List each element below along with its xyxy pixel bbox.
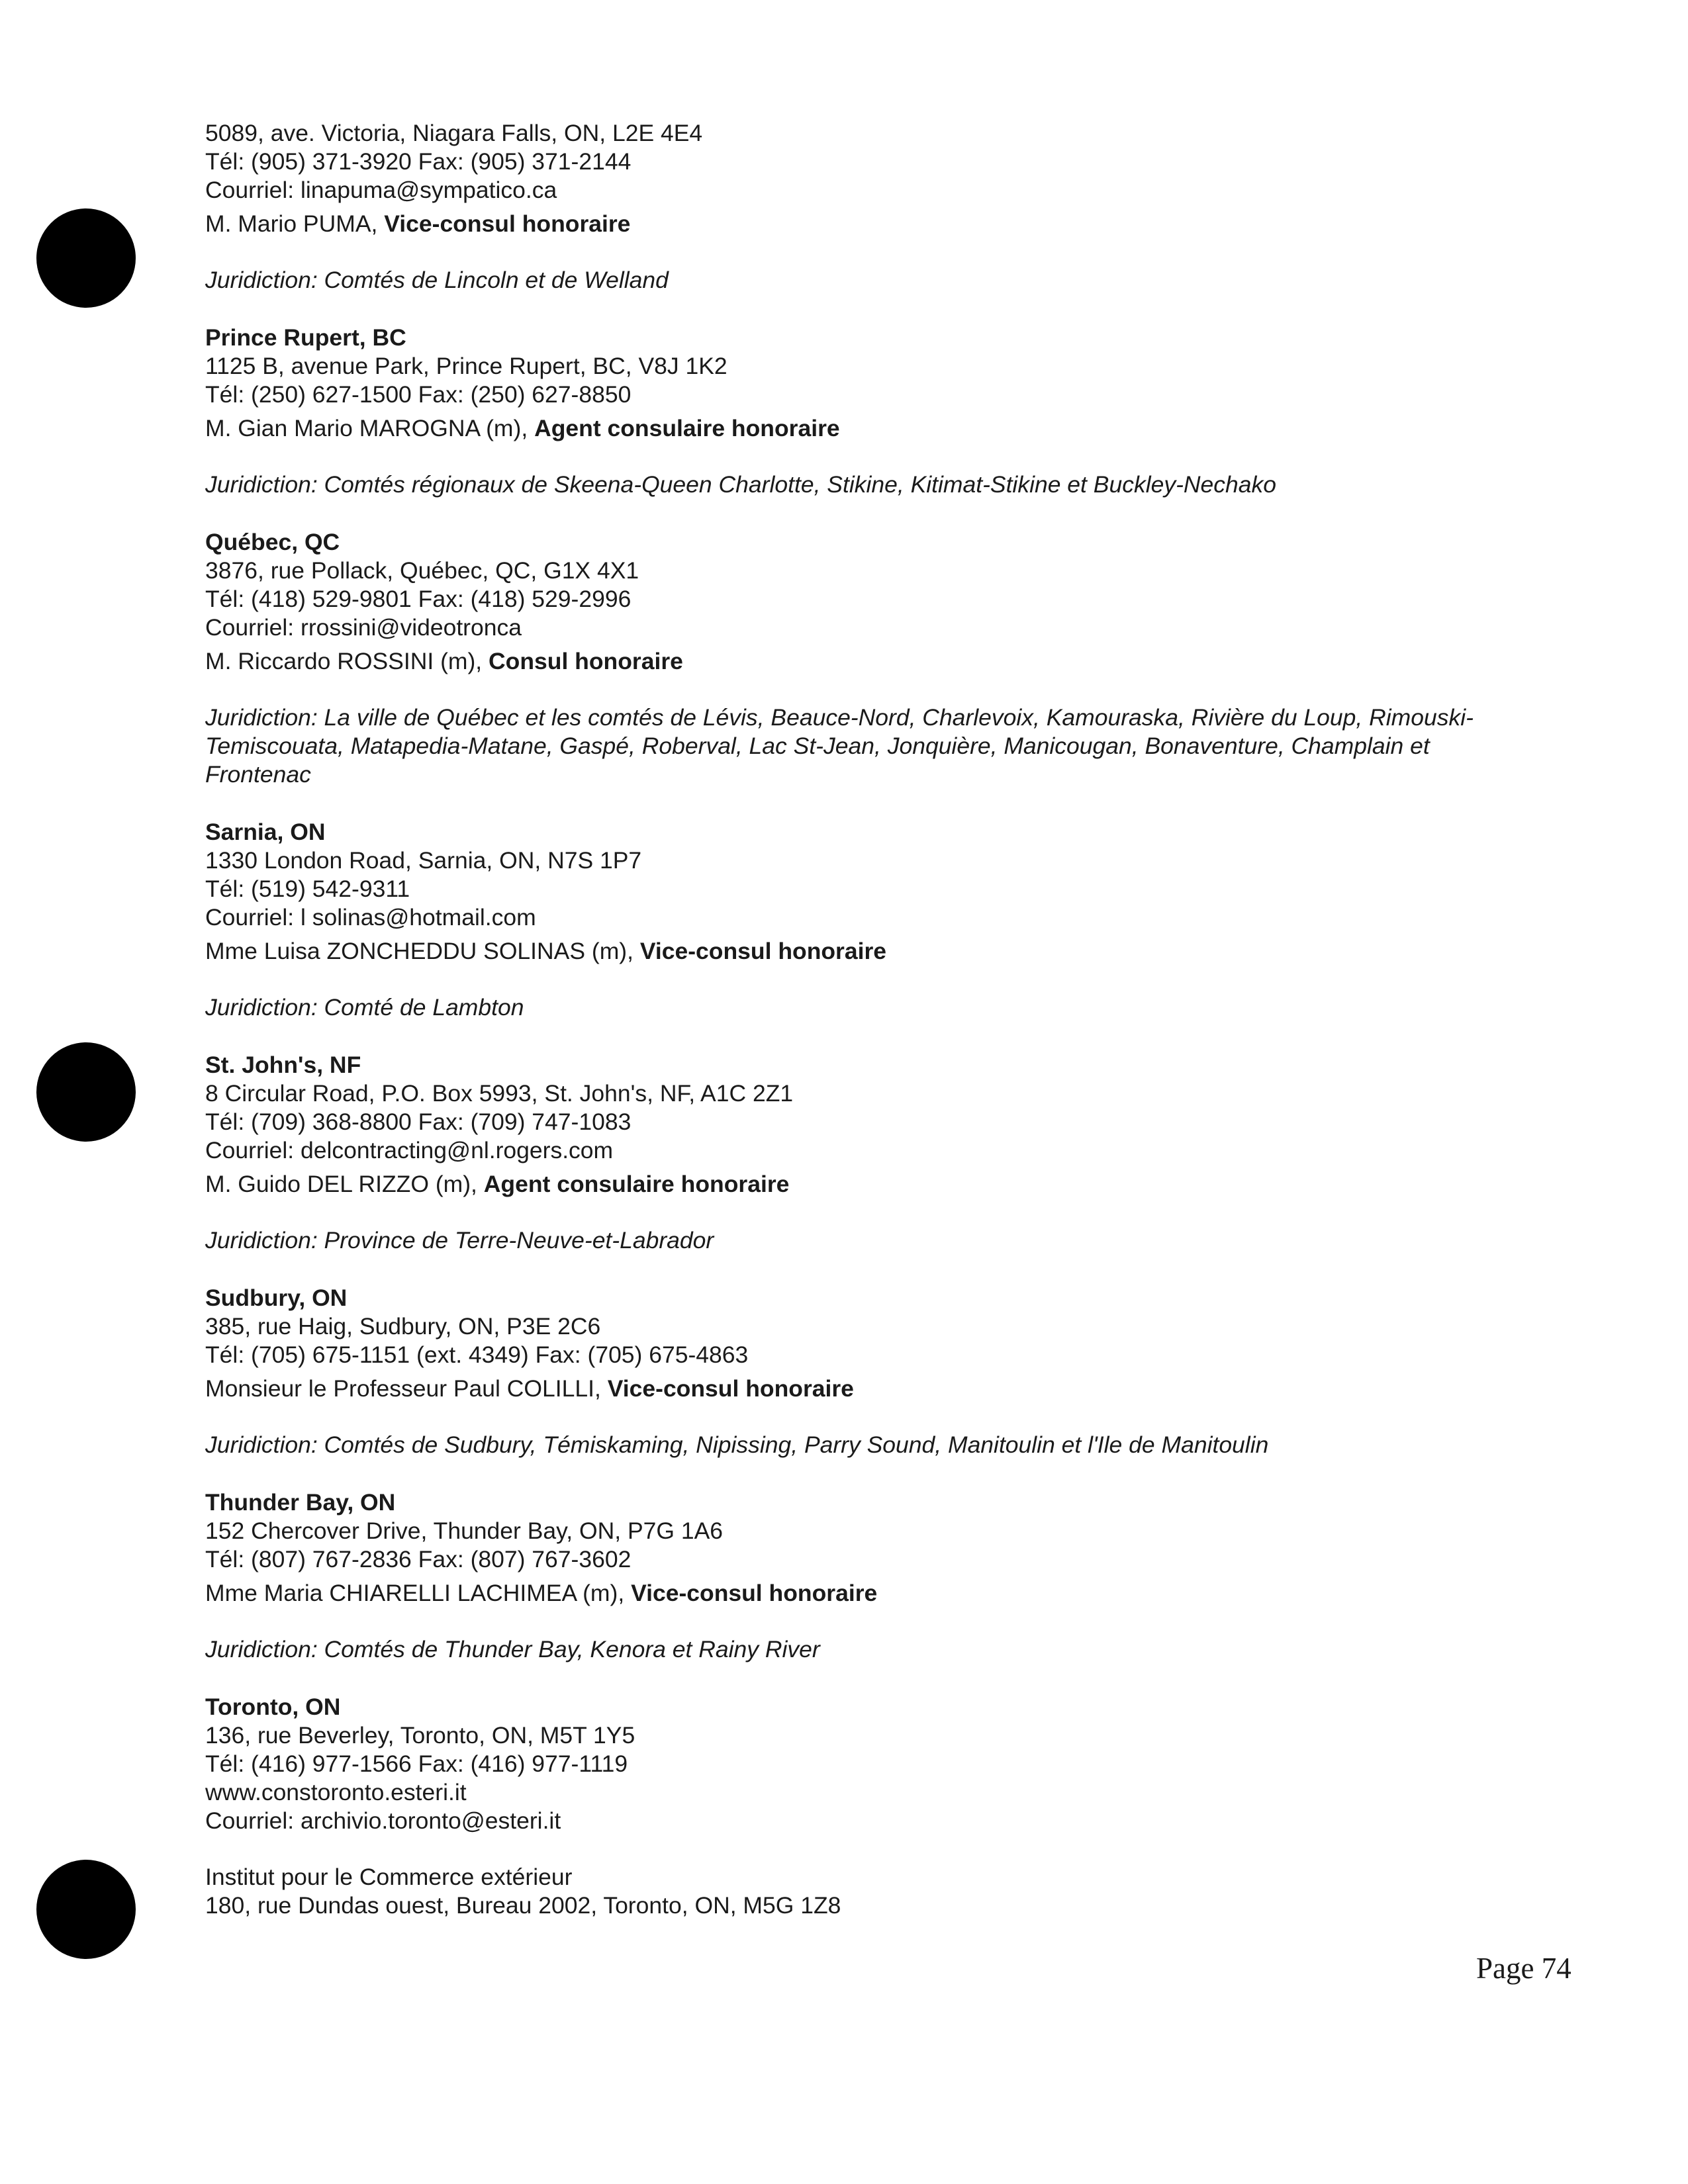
city-heading: Toronto, ON bbox=[205, 1694, 341, 1720]
jurisdiction: Juridiction: Province de Terre-Neuve-et-Labrador bbox=[205, 1227, 714, 1253]
contact-person bbox=[205, 1170, 1496, 1199]
contact-person bbox=[205, 1375, 1496, 1403]
consulate-entry bbox=[205, 324, 1496, 499]
contact-person bbox=[205, 414, 1496, 443]
contact-person bbox=[205, 1579, 1496, 1608]
person-name: M. Mario PUMA, bbox=[205, 210, 385, 237]
entry-detail-line: 1330 London Road, Sarnia, ON, N7S 1P7 bbox=[205, 847, 642, 874]
person-name: Mme Maria CHIARELLI LACHIMEA (m), bbox=[205, 1580, 632, 1606]
institute-address: 180, rue Dundas ouest, Bureau 2002, Toronto, ON, M5G 1Z8 bbox=[205, 1892, 841, 1919]
jurisdiction: Juridiction: Comtés de Sudbury, Témiskaming, Nipissing, Parry Sound, Manitoulin et l'Ile de Manitoulin bbox=[205, 1432, 1269, 1458]
institute-name: Institut pour le Commerce extérieur bbox=[205, 1864, 573, 1890]
consulate-listing bbox=[205, 119, 1496, 1920]
website: www.constoronto.esteri.it bbox=[205, 1779, 467, 1805]
entry-detail-line: 152 Chercover Drive, Thunder Bay, ON, P7G 1A6 bbox=[205, 1518, 724, 1544]
city-heading: Prince Rupert, BC bbox=[205, 324, 406, 351]
entry-detail-line: Tél: (705) 675-1151 (ext. 4349) Fax: (705) 675-4863 bbox=[205, 1342, 749, 1368]
entry-detail-line: Tél: (709) 368-8800 Fax: (709) 747-1083 bbox=[205, 1109, 632, 1135]
address: 5089, ave. Victoria, Niagara Falls, ON, L2E 4E4 bbox=[205, 120, 703, 146]
entry-detail-line: 1125 B, avenue Park, Prince Rupert, BC, V8J 1K2 bbox=[205, 353, 727, 379]
person-role: Vice-consul honoraire bbox=[607, 1375, 854, 1402]
jurisdiction: Juridiction: Comtés régionaux de Skeena-Queen Charlotte, Stikine, Kitimat-Stikine et Buckley-Nechako bbox=[205, 471, 1277, 498]
entry-detail-line: Courriel: l solinas@hotmail.com bbox=[205, 904, 536, 931]
jurisdiction: Juridiction: Comtés de Thunder Bay, Kenora et Rainy River bbox=[205, 1636, 820, 1662]
person-name: Monsieur le Professeur Paul COLILLI, bbox=[205, 1375, 608, 1402]
consulate-entry bbox=[205, 1051, 1496, 1255]
entry-toronto bbox=[205, 1693, 1496, 1920]
entry-niagara-falls bbox=[205, 119, 1496, 295]
entry-detail-line: Tél: (519) 542-9311 bbox=[205, 876, 410, 902]
jurisdiction: Juridiction: La ville de Québec et les comtés de Lévis, Beauce-Nord, Charlevoix, Kamouraska, Rivière du Loup, Rimouski-Temiscouata, Matapedia-Matane, Gaspé, Roberval, Lac St-Jean, Jonquière, Manicougan, Bonaventure, Champlain et Frontenac bbox=[205, 704, 1474, 788]
email: Courriel: linapuma@sympatico.ca bbox=[205, 177, 557, 203]
punch-hole-middle bbox=[36, 1042, 136, 1142]
consulate-entry bbox=[205, 528, 1496, 789]
entry-detail-line: Tél: (418) 529-9801 Fax: (418) 529-2996 bbox=[205, 586, 632, 612]
entries-list bbox=[205, 324, 1496, 1664]
city-heading: Thunder Bay, ON bbox=[205, 1489, 396, 1516]
person-role: Vice-consul honoraire bbox=[639, 938, 887, 964]
city-heading: St. John's, NF bbox=[205, 1052, 361, 1078]
page-number: Page 74 bbox=[1476, 1952, 1571, 1985]
entry-detail-line: Tél: (807) 767-2836 Fax: (807) 767-3602 bbox=[205, 1546, 632, 1572]
person-name: M. Gian Mario MAROGNA (m), bbox=[205, 415, 535, 441]
person-role: Vice-consul honoraire bbox=[631, 1580, 878, 1606]
person-name: M. Riccardo ROSSINI (m), bbox=[205, 648, 489, 674]
consulate-entry bbox=[205, 1488, 1496, 1664]
entry-detail-line: Courriel: rrossini@videotronca bbox=[205, 614, 522, 641]
entry-detail-line: Courriel: delcontracting@nl.rogers.com bbox=[205, 1137, 614, 1163]
city-heading: Sudbury, ON bbox=[205, 1285, 348, 1311]
punch-hole-top bbox=[36, 208, 136, 308]
jurisdiction: Juridiction: Comtés de Lincoln et de Welland bbox=[205, 267, 669, 293]
contact-person bbox=[205, 647, 1496, 676]
city-heading: Sarnia, ON bbox=[205, 819, 326, 845]
email: Courriel: archivio.toronto@esteri.it bbox=[205, 1807, 561, 1834]
consulate-entry bbox=[205, 1284, 1496, 1459]
person-role: Vice-consul honoraire bbox=[384, 210, 631, 237]
jurisdiction: Juridiction: Comté de Lambton bbox=[205, 994, 524, 1021]
contact-person bbox=[205, 210, 1496, 238]
punch-hole-bottom bbox=[36, 1860, 136, 1959]
entry-detail-line: 3876, rue Pollack, Québec, QC, G1X 4X1 bbox=[205, 557, 639, 584]
person-name: Mme Luisa ZONCHEDDU SOLINAS (m), bbox=[205, 938, 640, 964]
phone-fax: Tél: (905) 371-3920 Fax: (905) 371-2144 bbox=[205, 148, 632, 175]
person-name: M. Guido DEL RIZZO (m), bbox=[205, 1171, 484, 1197]
entry-detail-line: 8 Circular Road, P.O. Box 5993, St. John's, NF, A1C 2Z1 bbox=[205, 1080, 794, 1107]
address: 136, rue Beverley, Toronto, ON, M5T 1Y5 bbox=[205, 1722, 635, 1749]
city-heading: Québec, QC bbox=[205, 529, 340, 555]
person-role: Agent consulaire honoraire bbox=[483, 1171, 790, 1197]
consulate-entry bbox=[205, 818, 1496, 1022]
phone-fax: Tél: (416) 977-1566 Fax: (416) 977-1119 bbox=[205, 1751, 628, 1777]
entry-detail-line: Tél: (250) 627-1500 Fax: (250) 627-8850 bbox=[205, 381, 632, 408]
entry-detail-line: 385, rue Haig, Sudbury, ON, P3E 2C6 bbox=[205, 1313, 601, 1340]
person-role: Agent consulaire honoraire bbox=[534, 415, 840, 441]
person-role: Consul honoraire bbox=[489, 648, 683, 674]
contact-person bbox=[205, 937, 1496, 966]
